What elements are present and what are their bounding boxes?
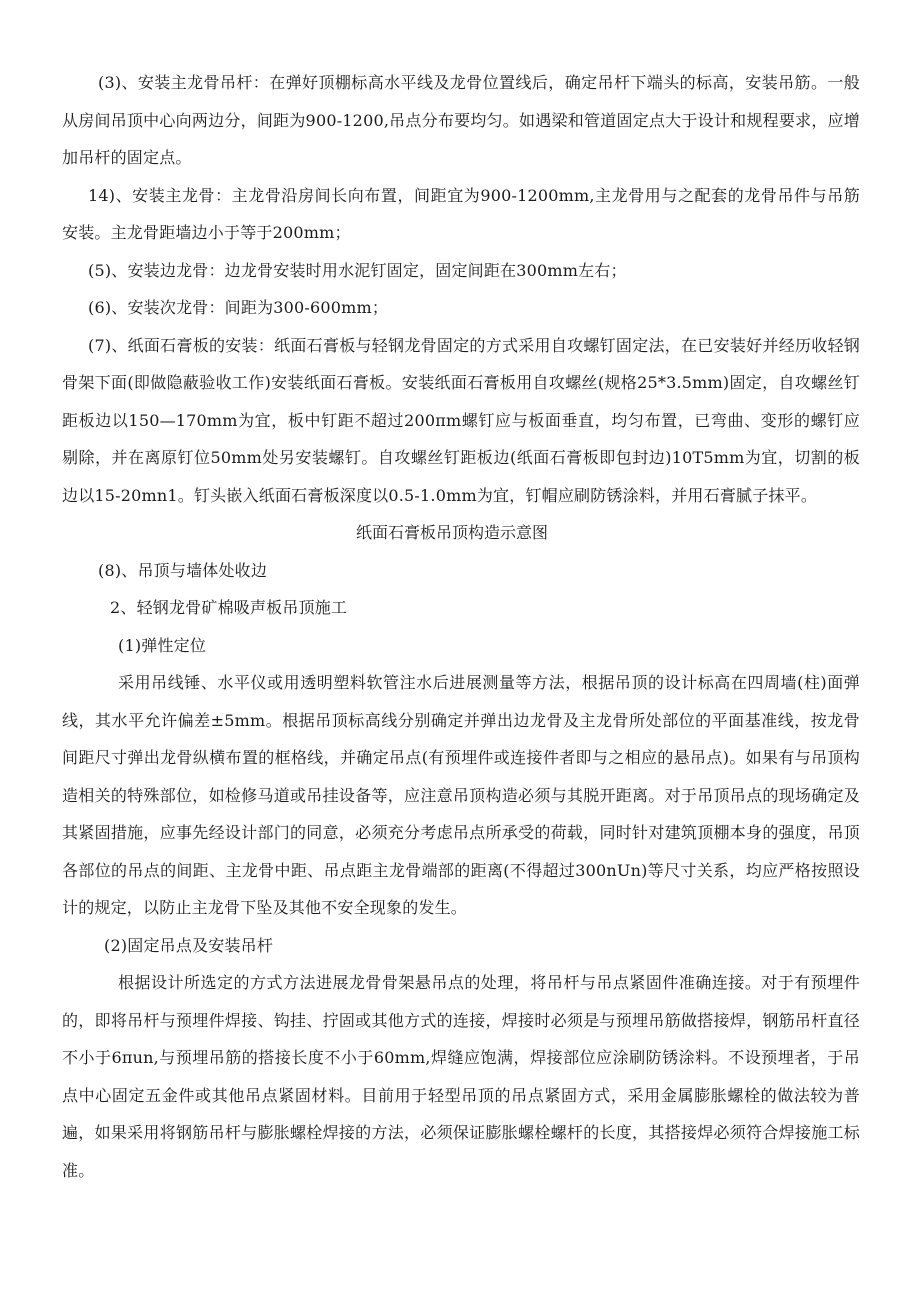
subheading-elastic-positioning: (1)弹性定位: [118, 635, 207, 655]
paragraph-ceiling-wall-edge: (8)、吊顶与墙体处收边: [98, 560, 268, 580]
paragraph-install-main-keel-hanger: (3)、安装主龙骨吊杆：在弹好顶棚标高水平线及龙骨位置线后，确定吊杆下端头的标高，安装吊筋。一般从房间吊顶中心向两边分，间距为900-1200,吊点分布要均匀。如遇梁和管道固定点大于设计和规程要求，应增加吊杆的固定点。: [62, 73, 860, 167]
document-page: [62, 64, 860, 1189]
paragraph-install-secondary-keel: (6)、安装次龙骨：间距为300-600mm；: [88, 298, 389, 317]
paragraph-gypsum-board-install: (7)、纸面石膏板的安装：纸面石膏板与轻钢龙骨固定的方式采用自攻螺钉固定法，在已安装好并经历收轻钢骨架下面(即做隐蔽验收工作)安装纸面石膏板。安装纸面石膏板用自攻螺丝(规格25*3.5mm)固定，自攻螺丝钉距板边以150—170mm为宜，板中钉距不超过200πm螺钉应与板面垂直，均匀布置，已弯曲、变形的螺钉应剔除，并在离原钉位50mm处另安装螺钉。自攻螺丝钉距板边(纸面石膏板即包封边)10T5mm为宜，切割的板边以15-20mn1。钉头嵌入纸面石膏板深度以0.5-1.0mm为宜，钉帽应刷防锈涂料，并用石膏腻子抹平。: [62, 335, 860, 505]
paragraph-positioning-method: 采用吊线锤、水平仪或用透明塑料软管注水后进展测量等方法，根据吊顶的设计标高在四周墙(柱)面弹线，其水平允许偏差±5mm。根据吊顶标高线分别确定并弹出边龙骨及主龙骨所处部位的平面基准线，按龙骨间距尺寸弹出龙骨纵横布置的框格线，并确定吊点(有预埋件或连接件者即与之相应的悬吊点)。如果有与吊顶构造相关的特殊部位，如检修马道或吊挂设备等，应注意吊顶构造必须与其脱开距离。对于吊顶吊点的现场确定及其紧固措施，应事先经设计部门的同意，必须充分考虑吊点所承受的荷载，同时针对建筑顶棚本身的强度，吊顶各部位的吊点的间距、主龙骨中距、吊点距主龙骨端部的距离(不得超过300nUn)等尺寸关系，均应严格按照设计的规定，以防止主龙骨下坠及其他不安全现象的发生。: [62, 673, 860, 917]
figure-caption: 纸面石膏板吊顶构造示意图: [356, 523, 549, 542]
subheading-fix-hanging-points: (2)固定吊点及安装吊杆: [104, 935, 274, 955]
section-heading-mineral-wool-ceiling: 2、轻钢龙骨矿棉吸声板吊顶施工: [110, 598, 348, 617]
paragraph-hanging-point-treatment: 根据设计所选定的方式方法进展龙骨骨架悬吊点的处理，将吊杆与吊点紧固件准确连接。对于有预埋件的，即将吊杆与预埋件焊接、钩挂、拧固或其他方式的连接，焊接时必须是与预埋吊筋做搭接焊，钢筋吊杆直径不小于6πun,与预埋吊筋的搭接长度不小于60mm,焊缝应饱满，焊接部位应涂刷防锈涂料。不设预埋者，于吊点中心固定五金件或其他吊点紧固材料。目前用于轻型吊顶的吊点紧固方式，采用金属膨胀螺栓的做法较为普遍，如果采用将钢筋吊杆与膨胀螺栓焊接的方法，必须保证膨胀螺栓螺杆的长度，其搭接焊必须符合焊接施工标准。: [62, 973, 860, 1180]
paragraph-install-edge-keel: (5)、安装边龙骨：边龙骨安装时用水泥钉固定，固定间距在300mm左右；: [88, 260, 627, 280]
paragraph-install-main-keel: 14)、安装主龙骨：主龙骨沿房间长向布置，间距宜为900-1200mm,主龙骨用与之配套的龙骨吊件与吊筋安装。主龙骨距墙边小于等于200mm；: [62, 185, 860, 242]
